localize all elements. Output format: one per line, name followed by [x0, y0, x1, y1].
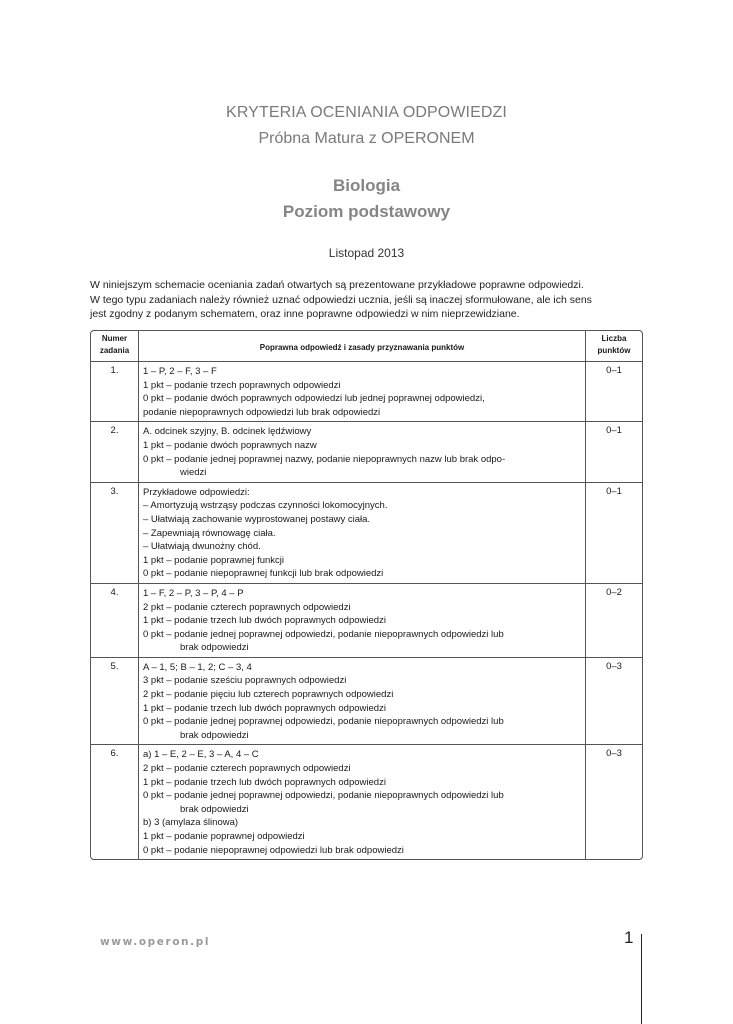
task-number: 1.	[91, 362, 139, 421]
answer-line: – Zapewniają równowagę ciała.	[143, 527, 276, 539]
answer-cell	[139, 745, 586, 859]
header-text: Liczba	[601, 334, 627, 343]
title-line-1: KRYTERIA OCENIANIA ODPOWIEDZI	[226, 104, 507, 121]
header-text: punktów	[597, 346, 631, 355]
answer-line: 2 pkt – podanie czterech poprawnych odpowiedzi	[143, 763, 351, 775]
table-row	[91, 657, 642, 745]
title-line-2: Próbna Matura z OPERONEM	[258, 130, 475, 147]
answer-line: wiedzi	[180, 467, 207, 479]
intro-line: W niniejszym schemacie oceniania zadań otwartych są prezentowane przykładowe poprawne odpowiedzi.	[90, 279, 584, 291]
answer-line: – Ułatwiają dwunożny chód.	[143, 541, 261, 553]
task-number: 4.	[91, 584, 139, 657]
table-row	[91, 482, 642, 583]
answer-line: a) 1 – E, 2 – E, 3 – A, 4 – C	[143, 749, 259, 761]
table-row	[91, 421, 642, 481]
answer-line: 0 pkt – podanie dwóch poprawnych odpowiedzi lub jednej poprawnej odpowiedzi,	[143, 393, 485, 405]
footer-website: www.operon.pl	[100, 936, 211, 948]
answer-line: 1 pkt – podanie poprawnej odpowiedzi	[143, 831, 305, 842]
answer-line: 0 pkt – podanie jednej poprawnej nazwy, podanie niepoprawnych nazw lub brak odpo-	[143, 453, 506, 465]
answer-cell	[139, 584, 586, 657]
answer-line: 1 pkt – podanie trzech lub dwóch poprawnych odpowiedzi	[143, 615, 386, 627]
answer-line: 1 pkt – podanie poprawnej funkcji	[143, 554, 285, 566]
answer-line: 1 pkt – podanie trzech lub dwóch poprawnych odpowiedzi	[143, 776, 386, 788]
answer-line: 0 pkt – podanie jednej poprawnej odpowiedzi, podanie niepoprawnych odpowiedzi lub	[143, 628, 504, 640]
answer-line: b) 3 (amylaza ślinowa)	[143, 817, 239, 829]
answer-line: 0 pkt – podanie jednej poprawnej odpowiedzi, podanie niepoprawnych odpowiedzi lub	[143, 790, 504, 802]
answer-cell	[139, 483, 586, 583]
header-answer: Poprawna odpowiedź i zasady przyznawania punktów	[139, 331, 586, 361]
answer-line: A – 1, 5; B – 1, 2; C – 3, 4	[143, 661, 252, 673]
answer-line: 1 pkt – podanie trzech poprawnych odpowiedzi	[143, 379, 341, 391]
task-number: 3.	[91, 483, 139, 583]
answer-line: A. odcinek szyjny, B. odcinek lędźwiowy	[143, 426, 312, 438]
table-header-row	[91, 331, 642, 361]
points-cell: 0–3	[606, 748, 622, 760]
task-number: 2.	[91, 422, 139, 481]
answer-line: brak odpowiedzi	[180, 803, 249, 815]
grading-table	[90, 330, 643, 860]
task-number: 5.	[91, 658, 139, 745]
points-cell: 0–3	[606, 660, 622, 672]
task-number: 6.	[91, 745, 139, 859]
points-cell: 0–2	[606, 586, 622, 598]
header-points	[586, 331, 642, 361]
answer-line: 1 pkt – podanie trzech lub dwóch poprawnych odpowiedzi	[143, 702, 386, 714]
table-row	[91, 361, 642, 421]
answer-cell	[139, 362, 586, 421]
answer-line: 3 pkt – podanie sześciu poprawnych odpowiedzi	[143, 675, 347, 687]
page-margin-rule	[641, 934, 642, 1024]
answer-line: 0 pkt – podanie jednej poprawnej odpowiedzi, podanie niepoprawnych odpowiedzi lub	[143, 716, 504, 728]
header-text: zadania	[99, 346, 130, 355]
intro-line: jest zgodny z podanym schematem, oraz inne poprawne odpowiedzi w nim nieprzewidziane.	[90, 308, 520, 321]
points-cell: 0–1	[606, 365, 622, 376]
answer-line: brak odpowiedzi	[180, 642, 249, 654]
subject-heading: Biologia	[332, 176, 401, 195]
answer-line: podanie niepoprawnych odpowiedzi lub brak odpowiedzi	[143, 406, 381, 418]
exam-date: Listopad 2013	[328, 246, 405, 260]
points-cell: 0–1	[606, 425, 622, 437]
answer-line: brak odpowiedzi	[180, 729, 249, 741]
page-number: 1	[624, 928, 634, 947]
answer-line: 2 pkt – podanie czterech poprawnych odpowiedzi	[143, 601, 351, 613]
points-cell: 0–1	[606, 485, 622, 497]
answer-line: – Ułatwiają zachowanie wyprostowanej postawy ciała.	[143, 513, 371, 525]
intro-paragraph	[90, 278, 650, 322]
answer-line: 0 pkt – podanie niepoprawnej funkcji lub brak odpowiedzi	[143, 568, 384, 580]
answer-cell	[139, 422, 586, 481]
table-row	[91, 583, 642, 657]
answer-line: 1 – F, 2 – P, 3 – P, 4 – P	[143, 587, 244, 599]
header-task-number	[91, 331, 139, 361]
intro-line: W tego typu zadaniach należy również uznać odpowiedzi ucznia, jeśli są inaczej sformułowane, ale ich sens	[90, 293, 592, 306]
answer-line: Przykładowe odpowiedzi:	[143, 486, 250, 498]
header-text: Numer	[101, 334, 128, 343]
answer-cell	[139, 658, 586, 745]
table-row	[91, 744, 642, 859]
answer-line: 0 pkt – podanie niepoprawnej odpowiedzi lub brak odpowiedzi	[143, 844, 404, 856]
answer-line: – Amortyzują wstrząsy podczas czynności lokomocyjnych.	[143, 500, 388, 512]
answer-line: 1 – P, 2 – F, 3 – F	[143, 366, 217, 377]
answer-line: 1 pkt – podanie dwóch poprawnych nazw	[143, 439, 317, 451]
answer-line: 2 pkt – podanie pięciu lub czterech poprawnych odpowiedzi	[143, 689, 394, 701]
level-heading: Poziom podstawowy	[282, 202, 451, 221]
